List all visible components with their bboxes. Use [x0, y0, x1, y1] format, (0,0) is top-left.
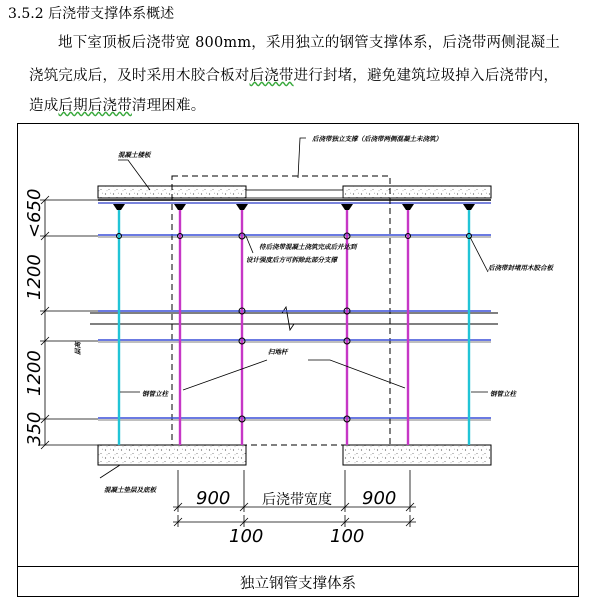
annotation-base: 混凝土垫层及底板 — [104, 486, 156, 494]
dim-small-left: 100 — [229, 526, 264, 547]
figure-caption: 独立钢管支撑体系 — [240, 576, 356, 592]
dim-bottom: 350 — [24, 411, 45, 446]
annotation-mid-note-1: 待后浇带混凝土浇筑完成后并达到 — [259, 243, 357, 251]
section-heading: 3.5.2 后浇带支撑体系概述 — [8, 6, 175, 22]
paragraph-text: 清理困难。 — [131, 98, 206, 114]
post-pour-strip-formwork — [246, 190, 343, 198]
paragraph-text: 进行封堵，避免建筑垃圾掉入后浇带内， — [293, 68, 559, 84]
annotation-right-note: 后浇带封堵用木胶合板 — [488, 264, 553, 272]
dim-mid-2: 1200 — [24, 350, 45, 396]
dim-center: 后浇带宽度 — [262, 492, 332, 508]
annotation-top-right: 后浇带独立支撑（后浇带两侧混凝土未浇筑） — [312, 135, 442, 143]
dim-mid-1: 1200 — [24, 254, 45, 300]
paragraph-line-1: 地下室顶板后浇带宽 800mm，采用独立的钢管支撑体系，后浇带两侧混凝土 — [58, 35, 560, 51]
vertical-dimension-chain — [40, 196, 98, 449]
underlined-term: 后期后浇带 — [58, 98, 132, 114]
annotation-right-post: 钢管立柱 — [490, 390, 516, 398]
underlined-term: 后浇带 — [249, 68, 294, 84]
annotation-sweep-bar: 扫地杆 — [268, 348, 288, 356]
concrete-slab-right — [343, 186, 491, 198]
paragraph-text: 浇筑完成后，及时采用木胶合板对 — [29, 68, 250, 84]
annotation-height: 层高 — [74, 342, 82, 355]
annotation-concrete-slab: 混凝土楼板 — [118, 151, 151, 159]
dim-right: 900 — [362, 488, 397, 509]
dim-left: 900 — [196, 488, 231, 509]
dim-small-right: 100 — [330, 526, 365, 547]
dim-top: <650 — [24, 188, 45, 238]
base-slab-right — [343, 445, 491, 465]
paragraph-text: 造成 — [29, 98, 59, 114]
annotation-mid-note-2: 设计强度后方可拆除此部分支撑 — [246, 256, 337, 264]
caption-row — [17, 566, 579, 597]
jack-heads — [113, 204, 475, 210]
base-slab-left — [98, 445, 246, 465]
annotation-left-post: 钢管立柱 — [142, 390, 168, 398]
